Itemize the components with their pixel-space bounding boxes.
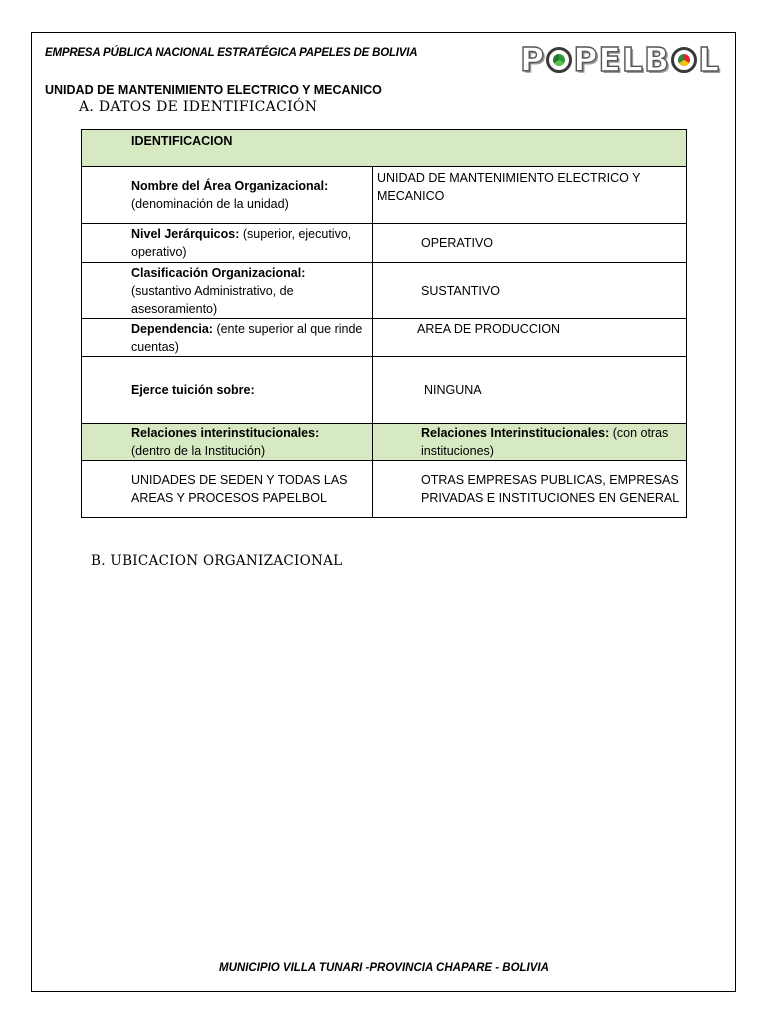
row-label [82,224,373,263]
row-label [82,357,373,424]
row-label [82,263,373,319]
row-value: NINGUNA [373,357,687,424]
row-label-bold: Nombre del Área Organizacional: [131,179,329,193]
logo-letter-l: L [698,40,721,79]
table-header-row [82,130,687,167]
company-name: EMPRESA PÚBLICA NACIONAL ESTRATÉGICA PAPELES DE BOLIVIA [45,47,418,59]
row-label-bold: Clasificación Organizacional: [131,265,306,280]
relations-external-bold: Relaciones Interinstitucionales: [421,426,610,440]
row-label [82,319,373,357]
row-value: OPERATIVO [373,224,687,263]
logo-letter-p: P [520,40,546,79]
relations-internal-value: UNIDADES DE SEDEN Y TODAS LAS AREAS Y PROCESOS PAPELBOL [82,461,373,518]
logo-letters-pel: PEL [573,40,644,79]
row-label [82,167,373,224]
relations-external-label [373,424,687,461]
relations-external-value: OTRAS EMPRESAS PUBLICAS, EMPRESAS PRIVADAS E INSTITUCIONES EN GENERAL [373,461,687,518]
row-label-bold: Ejerce tuición sobre: [131,383,255,397]
row-value: SUSTANTIVO [373,263,687,319]
recycle-icon [545,40,573,80]
relations-external-note: (con otras instituciones) [421,426,669,458]
row-label-note: (sustantivo Administrativo, de asesoramiento) [131,283,294,316]
logo-letter-b: B [643,40,671,79]
table-row [82,319,687,357]
flag-circle-icon [670,40,698,80]
section-b-heading: B. UBICACION ORGANIZACIONAL [91,553,343,569]
row-label-note: (superior, ejecutivo, operativo) [131,227,352,259]
relations-internal-bold: Relaciones interinstitucionales: [131,426,320,440]
relations-values-row [82,461,687,518]
identification-table [81,129,687,518]
row-label-bold: Dependencia: [131,321,213,336]
table-header: IDENTIFICACION [82,130,687,167]
row-label-note: (denominación de la unidad) [131,197,289,211]
row-value: AREA DE PRODUCCION [373,319,687,357]
relations-internal-note: (dentro de la Institución) [131,444,266,458]
page-footer: MUNICIPIO VILLA TUNARI -PROVINCIA CHAPARE - BOLIVIA [219,962,549,974]
relations-internal-label [82,424,373,461]
table-row [82,263,687,319]
section-a-heading: A. DATOS DE IDENTIFICACIÓN [79,99,318,115]
table-row [82,167,687,224]
table-row [82,357,687,424]
papelbol-logo [520,40,720,80]
unit-title: UNIDAD DE MANTENIMIENTO ELECTRICO Y MECANICO [45,83,382,97]
row-label-bold: Nivel Jerárquicos: [131,227,240,241]
row-label-note: (ente superior al que rinde cuentas) [131,321,363,354]
relations-header-row [82,424,687,461]
row-value: UNIDAD DE MANTENIMIENTO ELECTRICO Y MECANICO [373,167,687,224]
table-row [82,224,687,263]
